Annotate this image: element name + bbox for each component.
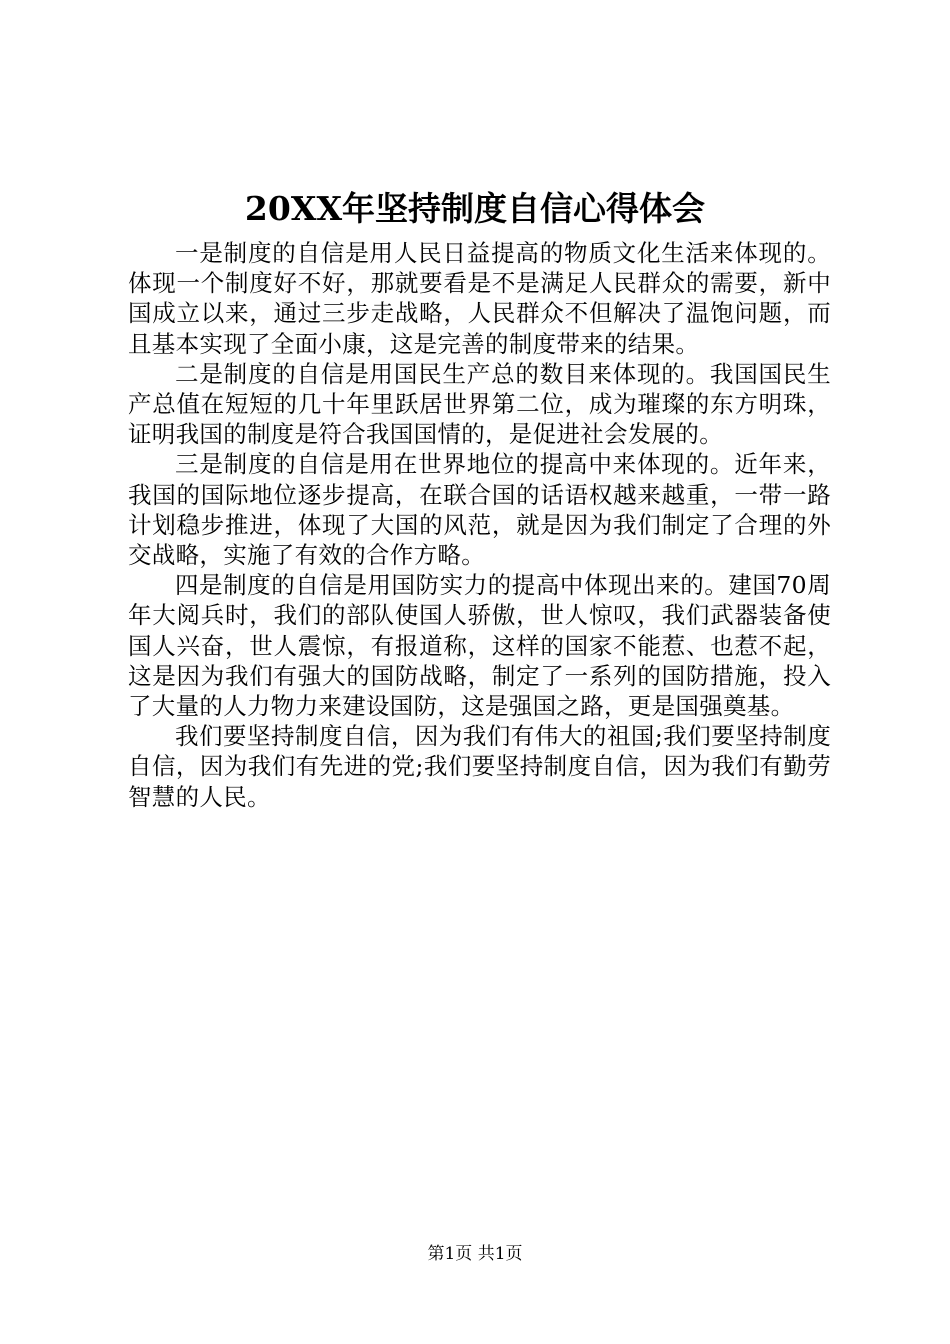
paragraph-4: 四是制度的自信是用国防实力的提高中体现出来的。建国70周年大阅兵时，我们的部队使国人骄傲，世人惊叹，我们武器装备使国人兴奋，世人震惊，有报道称，这样的国家不能惹、也惹不起，这是因为我们有强大的国防战略，制定了一系列的国防措施，投入了大量的人力物力来建设国防，这是强国之路，更是国强奠基。 bbox=[128, 571, 831, 721]
document-body bbox=[128, 238, 831, 812]
document-title: 20XX年坚持制度自信心得体会 bbox=[244, 189, 706, 228]
paragraph-1: 一是制度的自信是用人民日益提高的物质文化生活来体现的。体现一个制度好不好，那就要看是不是满足人民群众的需要，新中国成立以来，通过三步走战略，人民群众不但解决了温饱问题，而且基本实现了全面小康，这是完善的制度带来的结果。 bbox=[128, 239, 831, 358]
paragraph-3: 三是制度的自信是用在世界地位的提高中来体现的。近年来，我国的国际地位逐步提高，在联合国的话语权越来越重，一带一路计划稳步推进，体现了大国的风范，就是因为我们制定了合理的外交战略，实施了有效的合作方略。 bbox=[128, 450, 831, 570]
paragraph-2: 二是制度的自信是用国民生产总的数目来体现的。我国国民生产总值在短短的几十年里跃居世界第二位，成为璀璨的东方明珠，证明我国的制度是符合我国国情的，是促进社会发展的。 bbox=[128, 359, 831, 449]
paragraph-5: 我们要坚持制度自信，因为我们有伟大的祖国;我们要坚持制度自信，因为我们有先进的党;我们要坚持制度自信，因为我们有勤劳智慧的人民。 bbox=[128, 722, 831, 811]
page-footer: 第1页 共1页 bbox=[427, 1244, 523, 1264]
